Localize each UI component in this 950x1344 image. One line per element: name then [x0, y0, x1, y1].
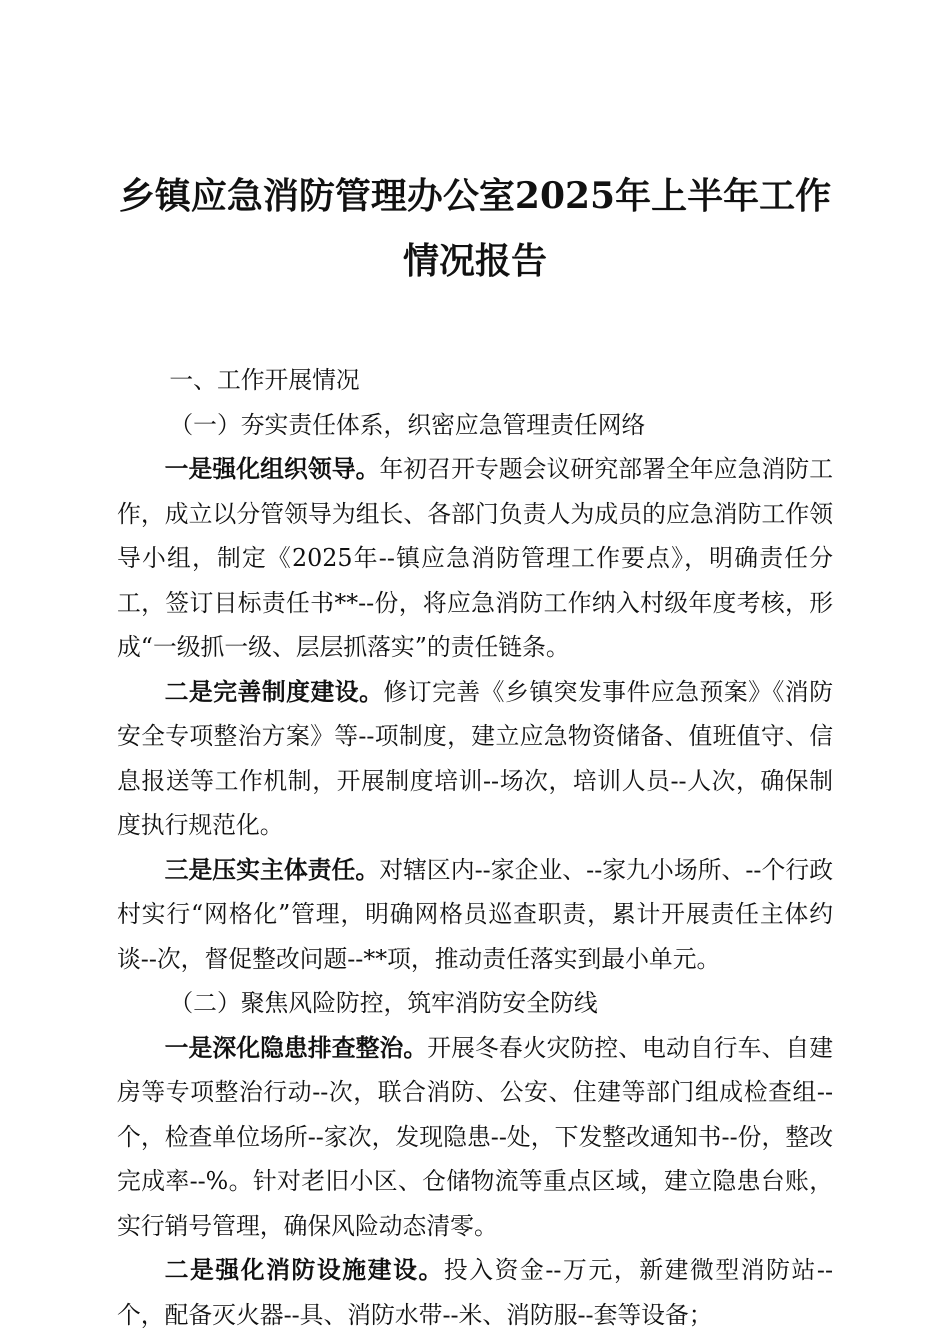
paragraph-text: 年初召开专题会议研究部署全年应急消防工作，成立以分管领导为组长、各部门负责人为成员的应急消防工作领导小组，制定《2025年--镇应急消防管理工作要点》，明确责任分工，签订目标责任书**--份，将应急消防工作纳入村级年度考核，形成“一级抓一级、层层抓落实”的责任链条。 — [117, 455, 834, 661]
paragraph-lead: 一是深化隐患排查整治。 — [164, 1033, 428, 1062]
paragraph-text: 修订完善《乡镇突发事件应急预案》《消防安全专项整治方案》等--项制度，建立应急物资储备、值班值守、信息报送等工作机制，开展制度培训--场次，培训人员--人次，确保制度执行规范化。 — [117, 677, 833, 839]
paragraph — [117, 1026, 833, 1249]
paragraph-text: 投入资金--万元，新建微型消防站--个，配备灭火器--具、消防水带--米、消防服--套等设备； — [117, 1256, 833, 1329]
paragraph-lead: 二是强化消防设施建设。 — [164, 1256, 444, 1284]
subsection-heading: （一）夯实责任体系，织密应急管理责任网络 — [169, 410, 646, 439]
paragraph — [117, 670, 833, 848]
subsection-heading: （二）聚焦风险防控，筑牢消防安全防线 — [169, 989, 598, 1017]
document-title-line-2: 情况报告 — [402, 240, 547, 282]
paragraph — [117, 447, 833, 670]
document-title-line-1: 乡镇应急消防管理办公室2025年上半年工作 — [118, 175, 832, 217]
paragraph — [117, 1248, 833, 1337]
section-heading: 一、工作开展情况 — [169, 366, 360, 394]
paragraph — [117, 848, 833, 982]
paragraph-text: 开展冬春火灾防控、电动自行车、自建房等专项整治行动--次，联合消防、公安、住建等部门组成检查组--个，检查单位场所--家次，发现隐患--处，下发整改通知书--份，整改完成率--%。针对老旧小区、仓储物流等重点区域，建立隐患台账，实行销号管理，确保风险动态清零。 — [117, 1033, 834, 1240]
document-body — [117, 358, 833, 1337]
paragraph-text: 对辖区内--家企业、--家九小场所、--个行政村实行“网格化”管理，明确网格员巡查职责，累计开展责任主体约谈--次，督促整改问题--**项，推动责任落实到最小单元。 — [117, 855, 833, 973]
paragraph-lead: 一是强化组织领导。 — [164, 455, 380, 483]
paragraph-lead: 二是完善制度建设。 — [164, 677, 384, 706]
paragraph-lead: 三是压实主体责任。 — [164, 855, 380, 884]
